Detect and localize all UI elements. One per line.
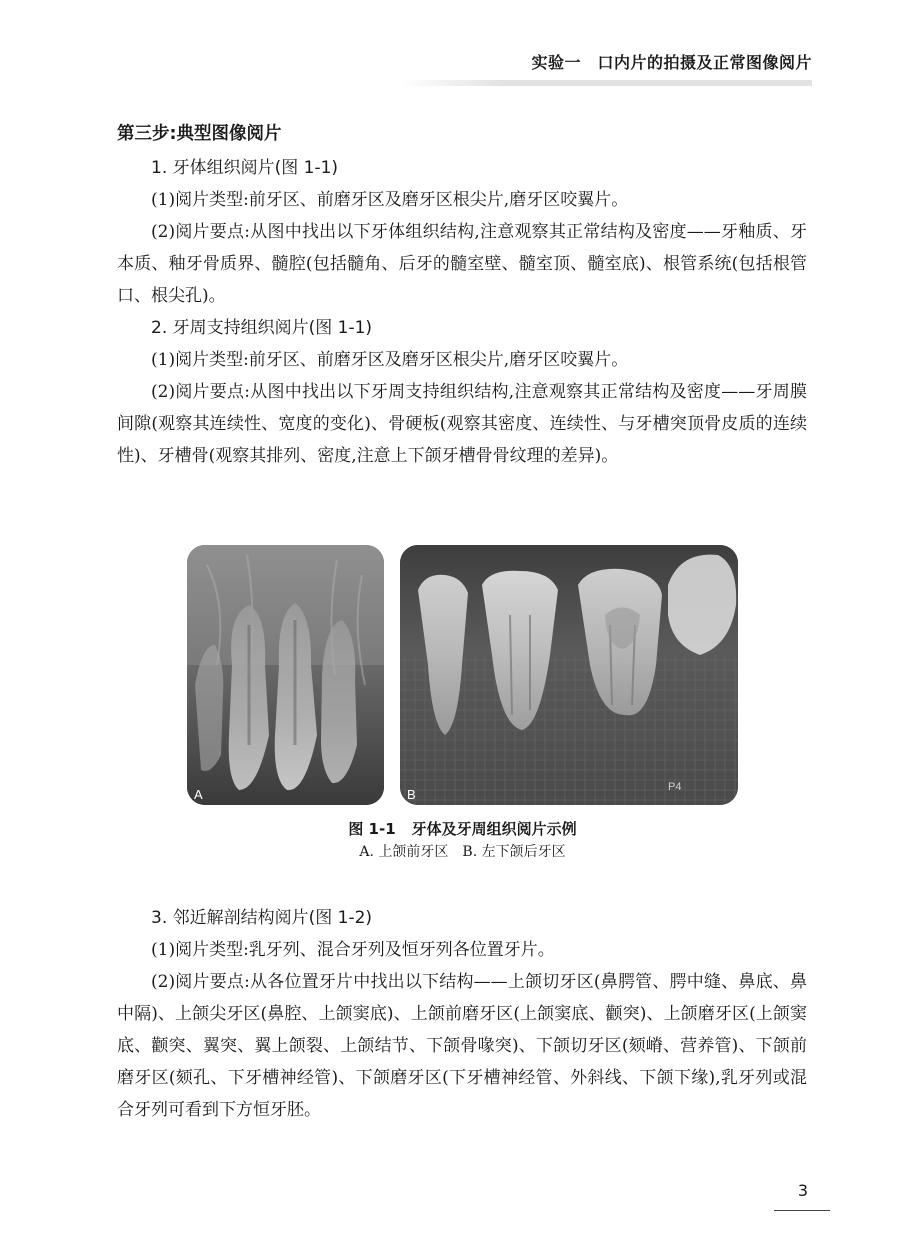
item-3-points: (2)阅片要点:从各位置牙片中找出以下结构——上颌切牙区(鼻腭管、腭中缝、鼻底、鼻中隔)、上颌尖牙区(鼻腔、上颌窦底)、上颌前磨牙区(上颌窦底、颧突)、上颌磨牙区(上颌窦底、颧突、翼突、翼上颌裂、上颌结节、下颌骨喙突)、下颌切牙区(颏嵴、营养管)、下颌前磨牙区(颏孔、下牙槽神经管)、下颌磨牙区(下牙槽神经管、外斜线、下颌下缘),乳牙列或混合牙列可看到下方恒牙胚。 bbox=[117, 972, 807, 1120]
panel-b-marker: P4 bbox=[668, 781, 682, 793]
item-2-heading: 2. 牙周支持组织阅片(图 1-1) bbox=[151, 318, 373, 338]
item-2-points: (2)阅片要点:从图中找出以下牙周支持组织结构,注意观察其正常结构及密度——牙周膜间隙(观察其连续性、宽度的变化)、骨硬板(观察其密度、连续性、与牙槽突顶骨皮质的连续性)、牙槽骨(观察其排列、密度,注意上下颌牙槽骨骨纹理的差异)。 bbox=[117, 382, 807, 466]
item-3-types: (1)阅片类型:乳牙列、混合牙列及恒牙列各位置牙片。 bbox=[151, 940, 555, 960]
caption-title: 牙体及牙周组织阅片示例 bbox=[411, 820, 577, 838]
xray-panel-a bbox=[187, 545, 384, 805]
item-1-types: (1)阅片类型:前牙区、前磨牙区及磨牙区根尖片,磨牙区咬翼片。 bbox=[151, 190, 629, 210]
main-content-upper bbox=[117, 118, 807, 472]
xray-lower-posterior-image bbox=[400, 545, 738, 805]
header-rule bbox=[400, 80, 812, 86]
page-number: 3 bbox=[797, 1181, 808, 1200]
item-1-heading: 1. 牙体组织阅片(图 1-1) bbox=[151, 158, 339, 178]
xray-panel-b bbox=[400, 545, 738, 805]
caption-title-line bbox=[187, 818, 738, 840]
running-header: 实验一 口内片的拍摄及正常图像阅片 bbox=[531, 53, 812, 72]
item-3-heading: 3. 邻近解剖结构阅片(图 1-2) bbox=[151, 908, 373, 928]
panel-b-label: B bbox=[407, 787, 416, 802]
caption-sub-line bbox=[187, 840, 738, 864]
caption-number: 图 1-1 bbox=[348, 820, 396, 838]
caption-sub-a: A. 上颌前牙区 bbox=[359, 844, 449, 860]
panel-a-label: A bbox=[194, 787, 203, 802]
caption-sub-b: B. 左下颌后牙区 bbox=[462, 844, 566, 860]
item-1-points: (2)阅片要点:从图中找出以下牙体组织结构,注意观察其正常结构及密度——牙釉质、牙本质、釉牙骨质界、髓腔(包括髓角、后牙的髓室壁、髓室顶、髓室底)、根管系统(包括根管口、根尖孔)。 bbox=[117, 222, 807, 306]
figure-caption bbox=[187, 818, 738, 864]
main-content-lower bbox=[117, 902, 807, 1126]
step-title: 第三步:典型图像阅片 bbox=[117, 124, 282, 144]
xray-upper-anterior-image bbox=[187, 545, 384, 805]
footer-rule bbox=[774, 1210, 830, 1211]
item-2-types: (1)阅片类型:前牙区、前磨牙区及磨牙区根尖片,磨牙区咬翼片。 bbox=[151, 350, 629, 370]
